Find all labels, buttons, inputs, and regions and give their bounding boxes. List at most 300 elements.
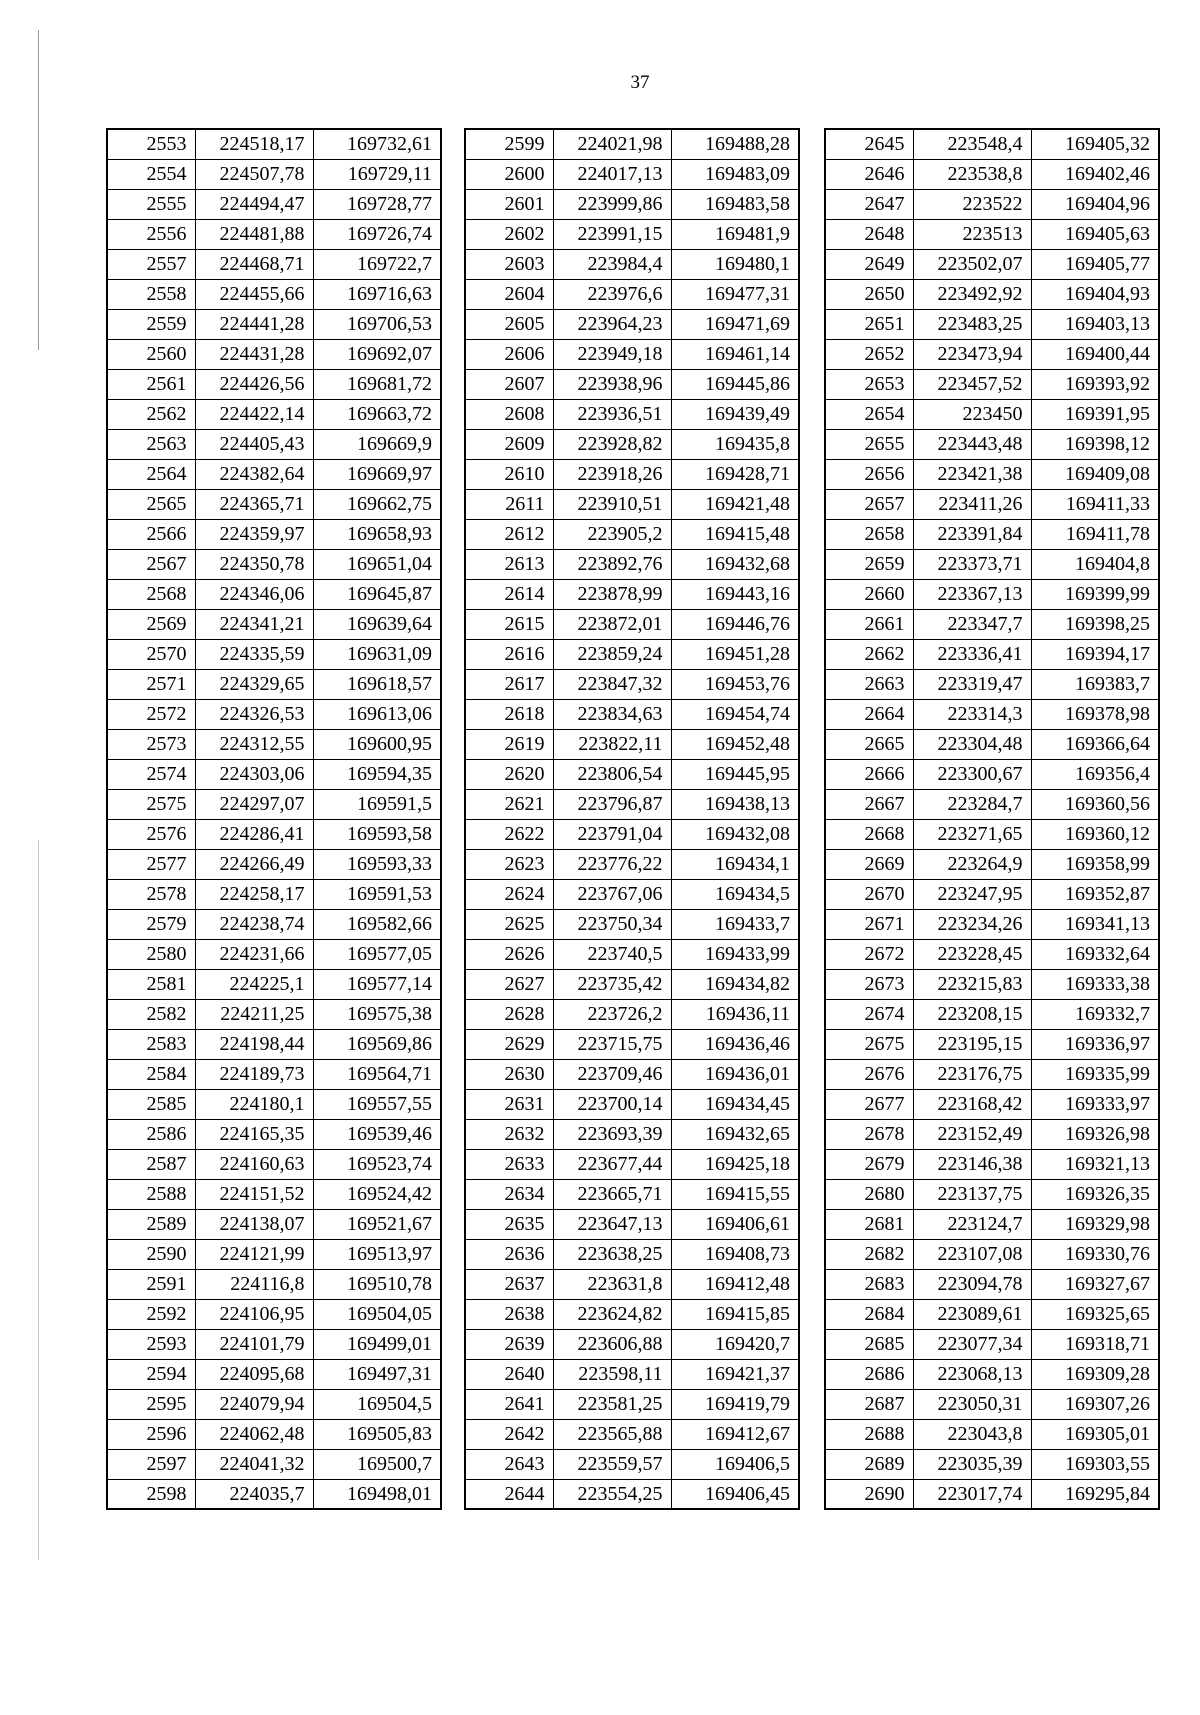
y-coordinate-cell: 169405,32 [1031,129,1159,159]
point-number-cell: 2652 [825,339,913,369]
y-coordinate-cell: 169405,63 [1031,219,1159,249]
point-number-cell: 2554 [107,159,195,189]
point-number-cell: 2557 [107,249,195,279]
y-coordinate-cell: 169326,35 [1031,1179,1159,1209]
y-coordinate-cell: 169497,31 [313,1359,441,1389]
table-row [107,1449,441,1479]
table-row [465,1239,799,1269]
y-coordinate-cell: 169421,48 [671,489,799,519]
point-number-cell: 2605 [465,309,553,339]
x-coordinate-cell: 224441,28 [195,309,313,339]
table-row [107,879,441,909]
point-number-cell: 2600 [465,159,553,189]
y-coordinate-cell: 169729,11 [313,159,441,189]
x-coordinate-cell: 223872,01 [553,609,671,639]
x-coordinate-cell: 223910,51 [553,489,671,519]
y-coordinate-cell: 169305,01 [1031,1419,1159,1449]
point-number-cell: 2683 [825,1269,913,1299]
y-coordinate-cell: 169439,49 [671,399,799,429]
y-coordinate-cell: 169326,98 [1031,1119,1159,1149]
x-coordinate-cell: 223421,38 [913,459,1031,489]
y-coordinate-cell: 169706,53 [313,309,441,339]
x-coordinate-cell: 224359,97 [195,519,313,549]
y-coordinate-cell: 169432,08 [671,819,799,849]
point-number-cell: 2645 [825,129,913,159]
table-row [465,819,799,849]
y-coordinate-cell: 169432,68 [671,549,799,579]
x-coordinate-cell: 223918,26 [553,459,671,489]
x-coordinate-cell: 223938,96 [553,369,671,399]
x-coordinate-cell: 224165,35 [195,1119,313,1149]
y-coordinate-cell: 169415,55 [671,1179,799,1209]
y-coordinate-cell: 169428,71 [671,459,799,489]
point-number-cell: 2629 [465,1029,553,1059]
table-row [825,699,1159,729]
table-row [825,1149,1159,1179]
point-number-cell: 2582 [107,999,195,1029]
x-coordinate-cell: 223443,48 [913,429,1031,459]
point-number-cell: 2562 [107,399,195,429]
point-number-cell: 2631 [465,1089,553,1119]
point-number-cell: 2679 [825,1149,913,1179]
x-coordinate-cell: 224346,06 [195,579,313,609]
x-coordinate-cell: 223473,94 [913,339,1031,369]
y-coordinate-cell: 169352,87 [1031,879,1159,909]
y-coordinate-cell: 169498,01 [313,1479,441,1509]
y-coordinate-cell: 169435,8 [671,429,799,459]
y-coordinate-cell: 169433,7 [671,909,799,939]
y-coordinate-cell: 169406,45 [671,1479,799,1509]
y-coordinate-cell: 169510,78 [313,1269,441,1299]
y-coordinate-cell: 169471,69 [671,309,799,339]
y-coordinate-cell: 169434,5 [671,879,799,909]
table-row [107,609,441,639]
table-row [465,429,799,459]
table-row [465,999,799,1029]
point-number-cell: 2666 [825,759,913,789]
table-row [465,729,799,759]
table-row [107,579,441,609]
y-coordinate-cell: 169332,7 [1031,999,1159,1029]
table-row [825,1269,1159,1299]
x-coordinate-cell: 224160,63 [195,1149,313,1179]
table-row [825,279,1159,309]
table-row [825,1209,1159,1239]
point-number-cell: 2688 [825,1419,913,1449]
table-row [107,1329,441,1359]
point-number-cell: 2687 [825,1389,913,1419]
table-row [825,429,1159,459]
x-coordinate-cell: 224312,55 [195,729,313,759]
y-coordinate-cell: 169577,14 [313,969,441,999]
x-coordinate-cell: 223367,13 [913,579,1031,609]
x-coordinate-cell: 223892,76 [553,549,671,579]
x-coordinate-cell: 224041,32 [195,1449,313,1479]
y-coordinate-cell: 169360,56 [1031,789,1159,819]
point-number-cell: 2573 [107,729,195,759]
y-coordinate-cell: 169692,07 [313,339,441,369]
point-number-cell: 2674 [825,999,913,1029]
point-number-cell: 2609 [465,429,553,459]
y-coordinate-cell: 169393,92 [1031,369,1159,399]
table-row [465,1119,799,1149]
point-number-cell: 2585 [107,1089,195,1119]
point-number-cell: 2640 [465,1359,553,1389]
point-number-cell: 2651 [825,309,913,339]
x-coordinate-cell: 223665,71 [553,1179,671,1209]
point-number-cell: 2660 [825,579,913,609]
point-number-cell: 2672 [825,939,913,969]
table-row [825,1479,1159,1509]
y-coordinate-cell: 169321,13 [1031,1149,1159,1179]
y-coordinate-cell: 169521,67 [313,1209,441,1239]
y-coordinate-cell: 169378,98 [1031,699,1159,729]
y-coordinate-cell: 169477,31 [671,279,799,309]
point-number-cell: 2642 [465,1419,553,1449]
y-coordinate-cell: 169402,46 [1031,159,1159,189]
x-coordinate-cell: 224286,41 [195,819,313,849]
point-number-cell: 2574 [107,759,195,789]
table-row [465,639,799,669]
table-row [107,159,441,189]
table-row [465,939,799,969]
x-coordinate-cell: 223304,48 [913,729,1031,759]
x-coordinate-cell: 223538,8 [913,159,1031,189]
y-coordinate-cell: 169443,16 [671,579,799,609]
table-row [825,939,1159,969]
table-row [465,369,799,399]
table-row [825,909,1159,939]
table-row [465,909,799,939]
y-coordinate-cell: 169593,33 [313,849,441,879]
x-coordinate-cell: 223347,7 [913,609,1031,639]
x-coordinate-cell: 223606,88 [553,1329,671,1359]
table-row [465,789,799,819]
x-coordinate-cell: 224326,53 [195,699,313,729]
x-coordinate-cell: 223483,25 [913,309,1031,339]
table-row [825,1239,1159,1269]
x-coordinate-cell: 224035,7 [195,1479,313,1509]
table-row [465,1179,799,1209]
point-number-cell: 2590 [107,1239,195,1269]
x-coordinate-cell: 224138,07 [195,1209,313,1239]
y-coordinate-cell: 169594,35 [313,759,441,789]
point-number-cell: 2610 [465,459,553,489]
point-number-cell: 2635 [465,1209,553,1239]
y-coordinate-cell: 169451,28 [671,639,799,669]
table-row [465,609,799,639]
x-coordinate-cell: 223834,63 [553,699,671,729]
coordinates-table-2 [464,128,800,1510]
point-number-cell: 2594 [107,1359,195,1389]
point-number-cell: 2670 [825,879,913,909]
table-row [465,159,799,189]
y-coordinate-cell: 169404,93 [1031,279,1159,309]
x-coordinate-cell: 223215,83 [913,969,1031,999]
y-coordinate-cell: 169434,1 [671,849,799,879]
y-coordinate-cell: 169333,38 [1031,969,1159,999]
y-coordinate-cell: 169403,13 [1031,309,1159,339]
table-row [465,309,799,339]
x-coordinate-cell: 223314,3 [913,699,1031,729]
x-coordinate-cell: 224189,73 [195,1059,313,1089]
table-row [465,699,799,729]
y-coordinate-cell: 169436,01 [671,1059,799,1089]
point-number-cell: 2592 [107,1299,195,1329]
point-number-cell: 2572 [107,699,195,729]
x-coordinate-cell: 223726,2 [553,999,671,1029]
x-coordinate-cell: 223740,5 [553,939,671,969]
y-coordinate-cell: 169575,38 [313,999,441,1029]
x-coordinate-cell: 223548,4 [913,129,1031,159]
y-coordinate-cell: 169406,61 [671,1209,799,1239]
point-number-cell: 2599 [465,129,553,159]
table-row [107,1119,441,1149]
table-row [107,639,441,669]
y-coordinate-cell: 169383,7 [1031,669,1159,699]
point-number-cell: 2661 [825,609,913,639]
table-row [107,1419,441,1449]
point-number-cell: 2595 [107,1389,195,1419]
y-coordinate-cell: 169662,75 [313,489,441,519]
x-coordinate-cell: 223264,9 [913,849,1031,879]
table-row [107,1209,441,1239]
table-row [107,279,441,309]
table-row [107,549,441,579]
y-coordinate-cell: 169732,61 [313,129,441,159]
y-coordinate-cell: 169307,26 [1031,1389,1159,1419]
table-row [107,129,441,159]
table-row [825,609,1159,639]
x-coordinate-cell: 223411,26 [913,489,1031,519]
y-coordinate-cell: 169600,95 [313,729,441,759]
point-number-cell: 2690 [825,1479,913,1509]
point-number-cell: 2579 [107,909,195,939]
table-row [465,669,799,699]
x-coordinate-cell: 224095,68 [195,1359,313,1389]
point-number-cell: 2563 [107,429,195,459]
y-coordinate-cell: 169356,4 [1031,759,1159,789]
y-coordinate-cell: 169438,13 [671,789,799,819]
table-row [825,789,1159,819]
table-row [465,1449,799,1479]
y-coordinate-cell: 169454,74 [671,699,799,729]
table-row [107,1389,441,1419]
x-coordinate-cell: 223859,24 [553,639,671,669]
y-coordinate-cell: 169722,7 [313,249,441,279]
y-coordinate-cell: 169669,97 [313,459,441,489]
point-number-cell: 2558 [107,279,195,309]
point-number-cell: 2634 [465,1179,553,1209]
x-coordinate-cell: 223806,54 [553,759,671,789]
point-number-cell: 2616 [465,639,553,669]
table-row [107,1359,441,1389]
y-coordinate-cell: 169577,05 [313,939,441,969]
table-row [107,1239,441,1269]
x-coordinate-cell: 223976,6 [553,279,671,309]
table-row [465,399,799,429]
table-row [107,489,441,519]
table-row [465,249,799,279]
x-coordinate-cell: 223936,51 [553,399,671,429]
y-coordinate-cell: 169591,5 [313,789,441,819]
table-row [107,939,441,969]
y-coordinate-cell: 169332,64 [1031,939,1159,969]
point-number-cell: 2646 [825,159,913,189]
y-coordinate-cell: 169421,37 [671,1359,799,1389]
table-row [107,459,441,489]
y-coordinate-cell: 169446,76 [671,609,799,639]
x-coordinate-cell: 224365,71 [195,489,313,519]
point-number-cell: 2602 [465,219,553,249]
point-number-cell: 2636 [465,1239,553,1269]
x-coordinate-cell: 223077,34 [913,1329,1031,1359]
x-coordinate-cell: 224507,78 [195,159,313,189]
table-row [107,219,441,249]
point-number-cell: 2678 [825,1119,913,1149]
table-row [107,1029,441,1059]
y-coordinate-cell: 169557,55 [313,1089,441,1119]
y-coordinate-cell: 169631,09 [313,639,441,669]
point-number-cell: 2568 [107,579,195,609]
table-row [107,669,441,699]
x-coordinate-cell: 224303,06 [195,759,313,789]
x-coordinate-cell: 223137,75 [913,1179,1031,1209]
point-number-cell: 2633 [465,1149,553,1179]
table-row [825,999,1159,1029]
x-coordinate-cell: 223999,86 [553,189,671,219]
x-coordinate-cell: 223492,92 [913,279,1031,309]
x-coordinate-cell: 223709,46 [553,1059,671,1089]
x-coordinate-cell: 223700,14 [553,1089,671,1119]
x-coordinate-cell: 224079,94 [195,1389,313,1419]
table-row [825,489,1159,519]
point-number-cell: 2598 [107,1479,195,1509]
point-number-cell: 2565 [107,489,195,519]
x-coordinate-cell: 224329,65 [195,669,313,699]
point-number-cell: 2632 [465,1119,553,1149]
table-row [825,1119,1159,1149]
y-coordinate-cell: 169405,77 [1031,249,1159,279]
y-coordinate-cell: 169358,99 [1031,849,1159,879]
y-coordinate-cell: 169513,97 [313,1239,441,1269]
x-coordinate-cell: 224151,52 [195,1179,313,1209]
x-coordinate-cell: 223319,47 [913,669,1031,699]
table-row [465,759,799,789]
point-number-cell: 2569 [107,609,195,639]
table-row [825,1179,1159,1209]
point-number-cell: 2641 [465,1389,553,1419]
x-coordinate-cell: 223176,75 [913,1059,1031,1089]
table-row [465,189,799,219]
x-coordinate-cell: 223905,2 [553,519,671,549]
table-row [825,849,1159,879]
y-coordinate-cell: 169564,71 [313,1059,441,1089]
y-coordinate-cell: 169716,63 [313,279,441,309]
y-coordinate-cell: 169303,55 [1031,1449,1159,1479]
point-number-cell: 2596 [107,1419,195,1449]
table-row [825,1449,1159,1479]
point-number-cell: 2613 [465,549,553,579]
point-number-cell: 2625 [465,909,553,939]
y-coordinate-cell: 169335,99 [1031,1059,1159,1089]
table-row [465,219,799,249]
point-number-cell: 2649 [825,249,913,279]
table-row [825,1359,1159,1389]
table-row [465,1149,799,1179]
point-number-cell: 2607 [465,369,553,399]
x-coordinate-cell: 223300,67 [913,759,1031,789]
table-row [465,1089,799,1119]
y-coordinate-cell: 169524,42 [313,1179,441,1209]
y-coordinate-cell: 169436,11 [671,999,799,1029]
x-coordinate-cell: 224518,17 [195,129,313,159]
y-coordinate-cell: 169412,48 [671,1269,799,1299]
table-row [465,579,799,609]
y-coordinate-cell: 169434,82 [671,969,799,999]
point-number-cell: 2571 [107,669,195,699]
x-coordinate-cell: 223796,87 [553,789,671,819]
x-coordinate-cell: 223581,25 [553,1389,671,1419]
x-coordinate-cell: 224106,95 [195,1299,313,1329]
x-coordinate-cell: 224211,25 [195,999,313,1029]
x-coordinate-cell: 223513 [913,219,1031,249]
x-coordinate-cell: 223373,71 [913,549,1031,579]
table-row [825,759,1159,789]
table-row [825,669,1159,699]
point-number-cell: 2611 [465,489,553,519]
table-row [825,189,1159,219]
x-coordinate-cell: 224121,99 [195,1239,313,1269]
x-coordinate-cell: 223522 [913,189,1031,219]
point-number-cell: 2603 [465,249,553,279]
y-coordinate-cell: 169728,77 [313,189,441,219]
point-number-cell: 2650 [825,279,913,309]
point-number-cell: 2576 [107,819,195,849]
point-number-cell: 2653 [825,369,913,399]
point-number-cell: 2658 [825,519,913,549]
table-row [107,189,441,219]
table-row [465,879,799,909]
x-coordinate-cell: 223767,06 [553,879,671,909]
y-coordinate-cell: 169420,7 [671,1329,799,1359]
point-number-cell: 2619 [465,729,553,759]
y-coordinate-cell: 169593,58 [313,819,441,849]
x-coordinate-cell: 224062,48 [195,1419,313,1449]
x-coordinate-cell: 223677,44 [553,1149,671,1179]
x-coordinate-cell: 223043,8 [913,1419,1031,1449]
table-row [107,1269,441,1299]
point-number-cell: 2567 [107,549,195,579]
table-row [825,1059,1159,1089]
x-coordinate-cell: 224426,56 [195,369,313,399]
x-coordinate-cell: 224231,66 [195,939,313,969]
y-coordinate-cell: 169504,5 [313,1389,441,1419]
y-coordinate-cell: 169409,08 [1031,459,1159,489]
x-coordinate-cell: 223715,75 [553,1029,671,1059]
point-number-cell: 2612 [465,519,553,549]
table-row [465,1329,799,1359]
y-coordinate-cell: 169461,14 [671,339,799,369]
y-coordinate-cell: 169505,83 [313,1419,441,1449]
table-row [465,1029,799,1059]
table-row [825,549,1159,579]
x-coordinate-cell: 223195,15 [913,1029,1031,1059]
y-coordinate-cell: 169445,95 [671,759,799,789]
x-coordinate-cell: 224468,71 [195,249,313,279]
point-number-cell: 2564 [107,459,195,489]
y-coordinate-cell: 169329,98 [1031,1209,1159,1239]
